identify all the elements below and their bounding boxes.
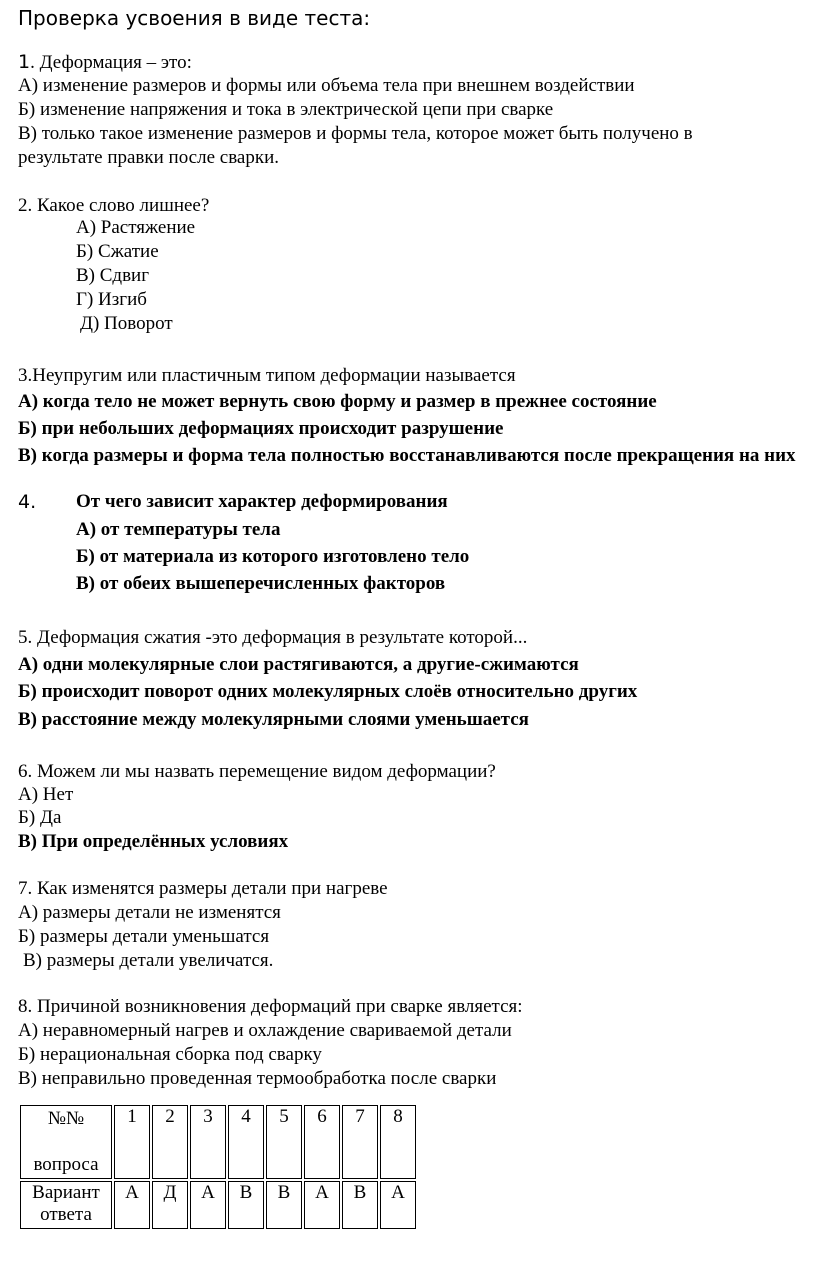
question-number-header-top: №№ bbox=[47, 1108, 85, 1129]
question-number-cell: 4 bbox=[228, 1105, 264, 1179]
question-7-option-b: Б) размеры детали уменьшатся bbox=[18, 926, 270, 947]
question-4-option-b: Б) от материала из которого изготовлено тело bbox=[76, 546, 470, 567]
question-5-option-b: Б) происходит поворот одних молекулярных слоёв относительно других bbox=[18, 681, 638, 702]
question-1-option-c-line1: В) только такое изменение размеров и формы тела, которое может быть получено в bbox=[18, 123, 693, 144]
question-5-option-a: А) одни молекулярные слои растягиваются, а другие-сжимаются bbox=[18, 654, 579, 675]
question-1-text: . Деформация – это: bbox=[30, 52, 192, 73]
question-number-header bbox=[20, 1105, 112, 1179]
question-1-option-a: А) изменение размеров и формы или объема тела при внешнем воздействии bbox=[18, 75, 635, 96]
question-7: 7. Как изменятся размеры детали при нагреве bbox=[18, 878, 388, 899]
answer-row-label-line2: ответа bbox=[40, 1204, 92, 1225]
answer-cell: А bbox=[304, 1181, 340, 1229]
question-6-option-a: А) Нет bbox=[18, 784, 74, 805]
question-2-option-c: В) Сдвиг bbox=[76, 265, 150, 286]
answer-row-label bbox=[20, 1181, 112, 1229]
question-2-option-b: Б) Сжатие bbox=[76, 241, 159, 262]
question-4-number: 4. bbox=[18, 491, 37, 513]
answer-cell: А bbox=[114, 1181, 150, 1229]
question-7-option-c: В) размеры детали увеличатся. bbox=[23, 950, 274, 971]
question-3-option-c: В) когда размеры и форма тела полностью восстанавливаются после прекращения на них bbox=[18, 445, 796, 466]
question-2-option-a: А) Растяжение bbox=[76, 217, 196, 238]
question-6: 6. Можем ли мы назвать перемещение видом деформации? bbox=[18, 761, 496, 782]
question-number-cell: 8 bbox=[380, 1105, 416, 1179]
answer-row-label-line1: Вариант bbox=[32, 1182, 100, 1203]
answer-cell: А bbox=[380, 1181, 416, 1229]
answer-cell: В bbox=[266, 1181, 302, 1229]
question-1 bbox=[18, 50, 192, 75]
table-header-row bbox=[20, 1105, 416, 1179]
question-7-option-a: А) размеры детали не изменятся bbox=[18, 902, 281, 923]
question-6-option-c: В) При определённых условиях bbox=[18, 831, 289, 852]
answer-cell: В bbox=[342, 1181, 378, 1229]
question-8-option-c: В) неправильно проведенная термообработка после сварки bbox=[18, 1068, 497, 1089]
question-3: 3.Неупругим или пластичным типом деформации называется bbox=[18, 365, 516, 386]
question-number-cell: 7 bbox=[342, 1105, 378, 1179]
question-3-option-a: А) когда тело не может вернуть свою форму и размер в прежнее состояние bbox=[18, 391, 657, 412]
answer-key-table bbox=[18, 1103, 418, 1231]
question-8-option-b: Б) нерациональная сборка под сварку bbox=[18, 1044, 322, 1065]
question-number-cell: 3 bbox=[190, 1105, 226, 1179]
question-number-cell: 1 bbox=[114, 1105, 150, 1179]
question-2: 2. Какое слово лишнее? bbox=[18, 195, 210, 216]
question-8: 8. Причиной возникновения деформаций при сварке является: bbox=[18, 996, 523, 1017]
question-number-cell: 6 bbox=[304, 1105, 340, 1179]
answer-cell: Д bbox=[152, 1181, 188, 1229]
question-6-option-b: Б) Да bbox=[18, 807, 62, 828]
question-number-cell: 2 bbox=[152, 1105, 188, 1179]
question-number-header-bottom: вопроса bbox=[33, 1154, 99, 1175]
answer-cell: В bbox=[228, 1181, 264, 1229]
question-5: 5. Деформация сжатия -это деформация в результате которой... bbox=[18, 627, 528, 648]
question-number-cell: 5 bbox=[266, 1105, 302, 1179]
question-8-option-a: А) неравномерный нагрев и охлаждение свариваемой детали bbox=[18, 1020, 512, 1041]
table-answer-row bbox=[20, 1181, 416, 1229]
answer-cell: А bbox=[190, 1181, 226, 1229]
page-title: Проверка усвоения в виде теста: bbox=[18, 6, 371, 30]
question-3-option-b: Б) при небольших деформациях происходит разрушение bbox=[18, 418, 504, 439]
question-2-option-e: Д) Поворот bbox=[80, 313, 173, 334]
question-1-number: 1 bbox=[18, 51, 31, 73]
question-4: От чего зависит характер деформирования bbox=[76, 491, 448, 512]
question-4-option-a: А) от температуры тела bbox=[76, 519, 281, 540]
question-1-option-c-line2: результате правки после сварки. bbox=[18, 147, 280, 168]
question-2-option-d: Г) Изгиб bbox=[76, 289, 147, 310]
question-1-option-b: Б) изменение напряжения и тока в электрической цепи при сварке bbox=[18, 99, 554, 120]
question-4-option-c: В) от обеих вышеперечисленных факторов bbox=[76, 573, 446, 594]
question-5-option-c: В) расстояние между молекулярными слоями уменьшается bbox=[18, 709, 529, 730]
